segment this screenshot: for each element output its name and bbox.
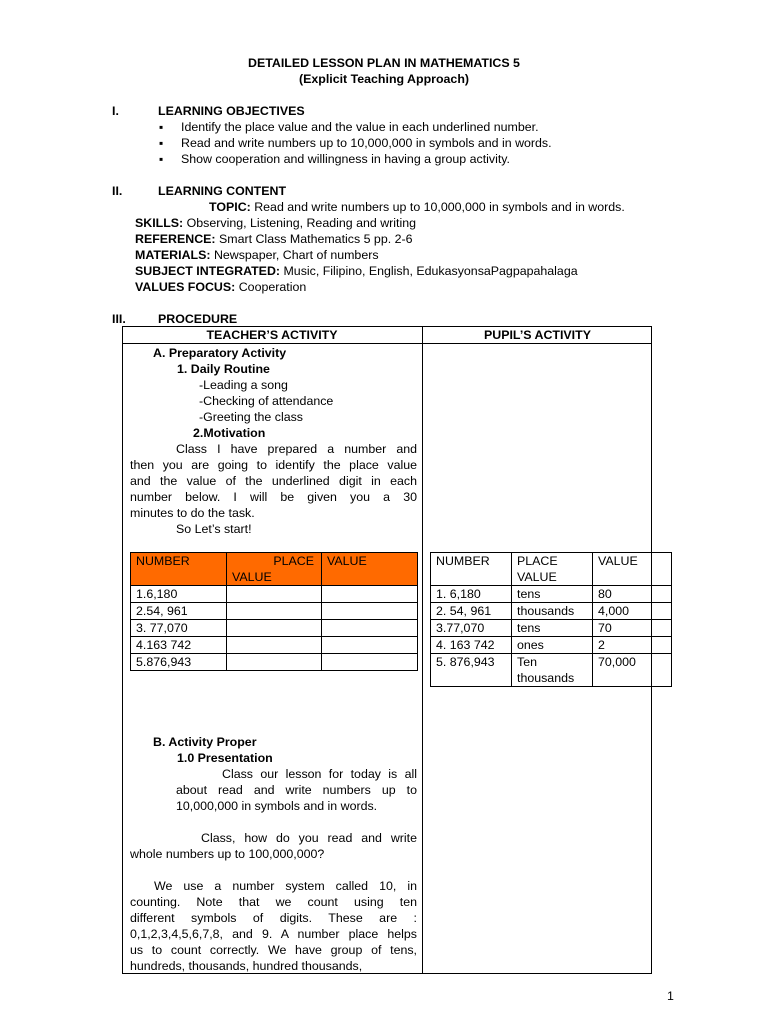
procedure-heading: PROCEDURE [158,312,238,326]
table-cell [227,654,322,671]
table-cell [227,637,322,654]
table-row [131,620,418,637]
explanation-line: counting. Note that we count using ten [130,895,417,909]
table-cell: 1.6,180 [131,586,227,603]
routine-heading: 1. Daily Routine [177,362,270,376]
procedure-numeral: III. [112,312,126,326]
table-cell [227,586,322,603]
question-line: whole numbers up to 100,000,000? [130,847,325,861]
table-cell-line: Ten [517,655,537,669]
motivation-line: and the value of the underlined digit in each [130,474,417,488]
table-cell [512,654,593,687]
routine-item: -Checking of attendance [199,394,334,408]
routine-item: -Leading a song [199,378,288,392]
materials-line [135,247,379,263]
table-cell: 5. 876,943 [431,654,512,687]
reference-value: Smart Class Mathematics 5 pp. 2-6 [219,232,413,246]
document-title: DETAILED LESSON PLAN IN MATHEMATICS 5 [248,56,520,70]
prep-heading: A. Preparatory Activity [153,346,287,360]
motivation-heading: 2.Motivation [193,426,266,440]
materials-value: Newspaper, Chart of numbers [213,248,379,262]
content-numeral: II. [112,184,123,198]
materials-label: MATERIALS: [135,248,211,262]
subject-value: Music, Filipino, English, EdukasyonsaPagpapahalaga [283,264,578,278]
table-cell: 2.54, 961 [131,603,227,620]
skills-value: Observing, Listening, Reading and writing [186,216,417,230]
table-cell [322,654,418,671]
table-cell: 3. 77,070 [131,620,227,637]
topic-label: TOPIC: [209,200,251,214]
teacher-table-header-value-sub: VALUE [232,570,272,584]
explanation-line: hundreds, thousands, hundred thousands, [130,959,363,973]
presentation-line: Class our lesson for today is all [222,767,417,781]
subject-label: SUBJECT INTEGRATED: [135,264,281,278]
table-cell: 70 [593,620,672,637]
table-row [431,654,672,687]
reference-line [135,231,413,247]
pupil-table-header-number: NUMBER [431,553,512,586]
table-cell: tens [512,620,593,637]
table-row [131,586,418,603]
topic-value: Read and write numbers up to 10,000,000 in symbols and in words. [254,200,625,214]
procedure-column-divider [422,326,423,974]
subject-line [135,263,578,279]
table-cell [227,620,322,637]
objective-item: ▪ Read and write numbers up to 10,000,000 in symbols and in words. [181,135,552,151]
table-cell: 4. 163 742 [431,637,512,654]
teacher-table-header-place-value [227,553,322,586]
table-row [431,603,672,620]
table-cell [322,603,418,620]
routine-item: -Greeting the class [199,410,303,424]
skills-label: SKILLS: [135,216,184,230]
teacher-table-header-number: NUMBER [131,553,227,586]
table-cell: 5.876,943 [131,654,227,671]
table-cell: tens [512,586,593,603]
teacher-table-header-place: PLACE [273,554,314,568]
explanation-line: us to count correctly. We have group of tens, [130,943,417,957]
teacher-place-value-table [130,552,418,671]
table-cell: 2 [593,637,672,654]
topic-line [209,199,625,215]
explanation-line: different symbols of digits. These are : [130,911,417,925]
values-label: VALUES FOCUS: [135,280,236,294]
question-line: Class, how do you read and write [201,831,417,845]
motivation-line: then you are going to identify the place value [130,458,417,472]
objectives-numeral: I. [112,104,119,118]
pupil-table-header-value: VALUE [593,553,672,586]
table-cell: 80 [593,586,672,603]
reference-label: REFERENCE: [135,232,216,246]
pupil-table-header-place: PLACE [517,554,558,568]
motivation-line: number below. I will be given you a 30 [130,490,417,504]
content-heading: LEARNING CONTENT [158,184,287,198]
procedure-header-rule [122,343,652,344]
table-row [431,637,672,654]
table-row [131,603,418,620]
presentation-line: about read and write numbers up to [176,783,417,797]
table-row [131,654,418,671]
document-subtitle: (Explicit Teaching Approach) [298,72,470,86]
presentation-heading: 1.0 Presentation [177,751,273,765]
table-cell: 70,000 [593,654,672,687]
table-cell: 4.163 742 [131,637,227,654]
pupil-table-header-place-value [512,553,593,586]
skills-line [135,215,416,231]
page-number: 1 [667,989,674,1003]
table-row [131,637,418,654]
objective-item: ▪ Show cooperation and willingness in having a group activity. [181,151,510,167]
explanation-line: 0,1,2,3,4,5,6,7,8, and 9. A number place helps [130,927,417,941]
values-value: Cooperation [238,280,307,294]
objectives-heading: LEARNING OBJECTIVES [158,104,305,118]
pupil-column-header: PUPIL’S ACTIVITY [484,328,591,342]
pupil-table-header-value-sub: VALUE [517,570,557,584]
values-line [135,279,306,295]
pupil-answer-table [430,552,672,687]
table-row [431,586,672,603]
teacher-column-header: TEACHER’S ACTIVITY [206,328,338,342]
table-cell: thousands [512,603,593,620]
presentation-line: 10,000,000 in symbols and in words. [176,799,378,813]
start-line: So Let’s start! [176,522,252,536]
table-cell [322,637,418,654]
table-cell: 4,000 [593,603,672,620]
explanation-line: We use a number system called 10, in [154,879,417,893]
table-cell [322,586,418,603]
table-cell: ones [512,637,593,654]
motivation-line: minutes to do the task. [130,506,255,520]
table-cell: 1. 6,180 [431,586,512,603]
table-cell: 2. 54, 961 [431,603,512,620]
motivation-line: Class I have prepared a number and [176,442,417,456]
table-cell [322,620,418,637]
activity-heading: B. Activity Proper [153,735,257,749]
teacher-table-header-value: VALUE [322,553,418,586]
table-cell-line: thousands [517,671,575,685]
table-cell: 3.77,070 [431,620,512,637]
objective-item: ▪ Identify the place value and the value in each underlined number. [181,119,539,135]
table-cell [227,603,322,620]
table-row [431,620,672,637]
